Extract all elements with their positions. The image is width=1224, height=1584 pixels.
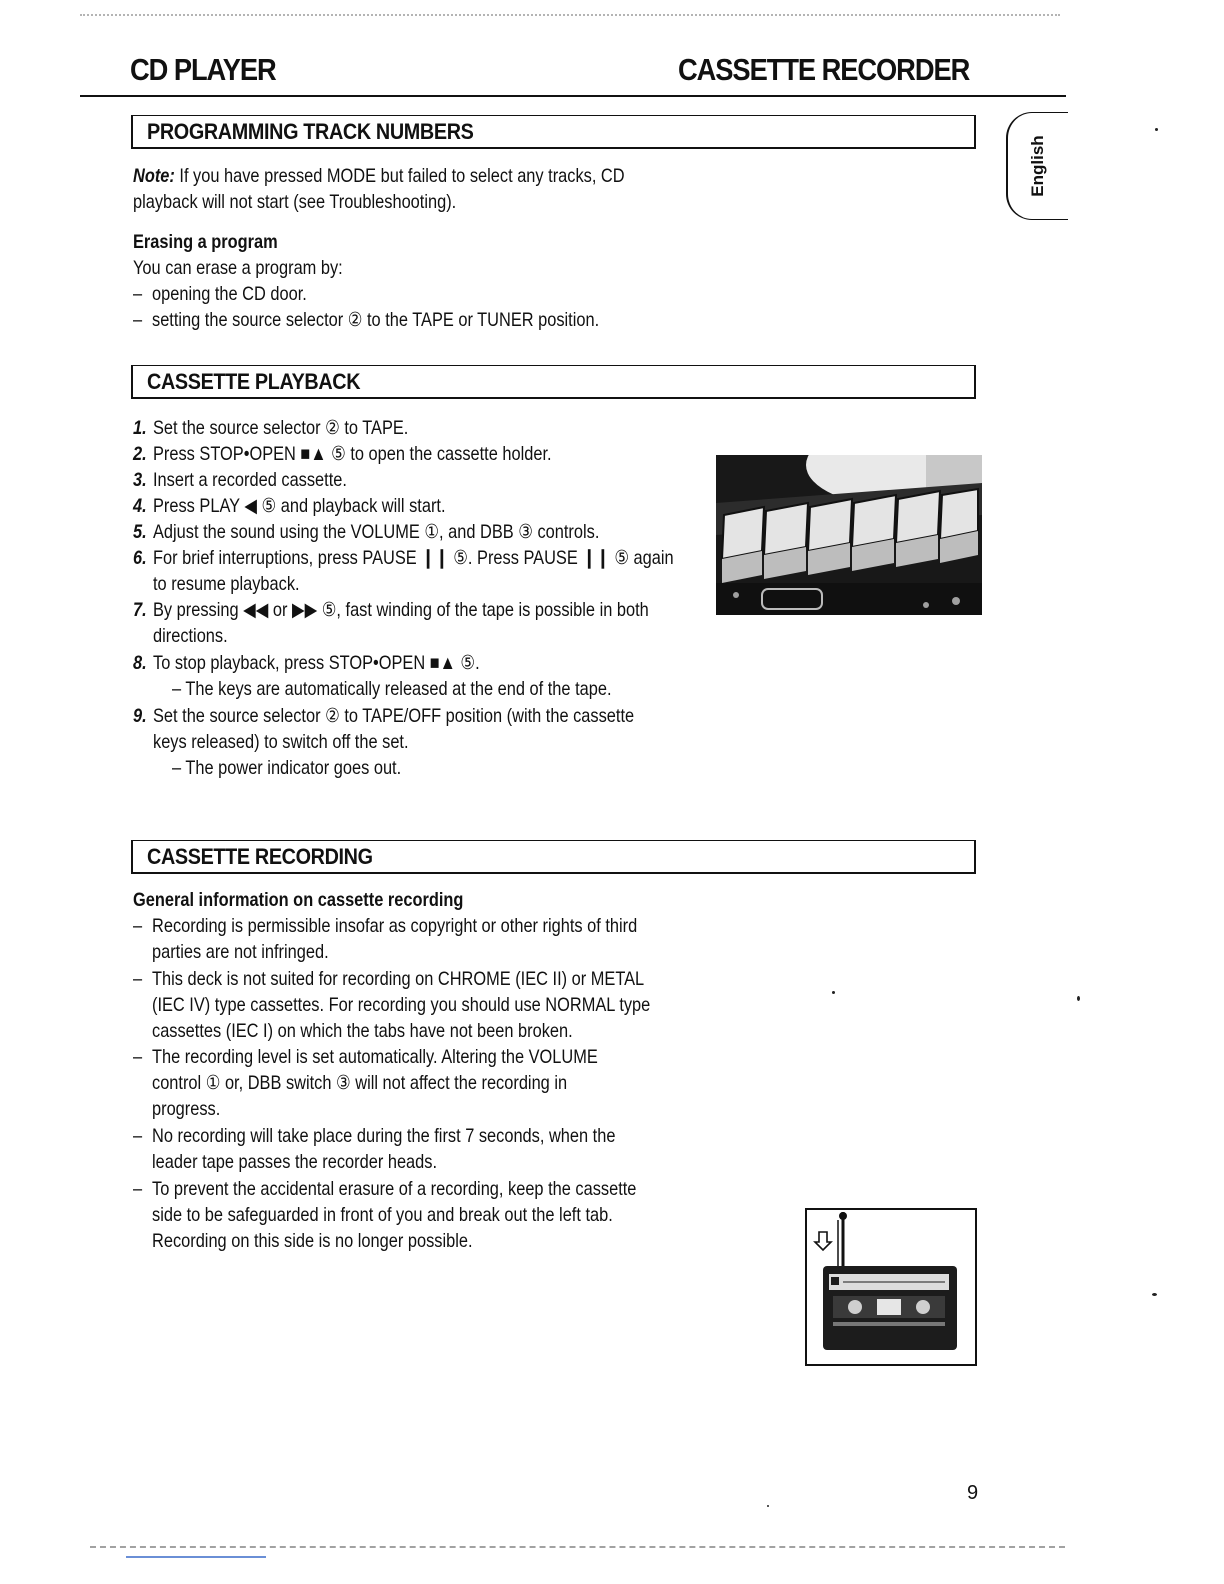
scan-artifact-bottom [90,1546,1065,1550]
section-recording-title: CASSETTE RECORDING [147,844,373,869]
section-recording-title-box [131,840,976,874]
rec-item-3-line-3: progress. [152,1098,221,1120]
rec-item-4-line-1: No recording will take place during the first 7 seconds, when the [152,1125,616,1147]
rec-item-2-line-3: cassettes (IEC I) on which the tabs have not been broken. [152,1020,573,1042]
recording-heading: General information on cassette recording [133,889,464,911]
step-3-line-1: Insert a recorded cassette. [153,469,347,491]
dash-marker: – [133,283,143,305]
erase-item-2: setting the source selector ② to the TAPE or TUNER position. [152,309,600,331]
step-6-line-2: to resume playback. [153,573,300,595]
cassette-tab-illustration [807,1210,975,1364]
scan-speck [832,991,835,994]
step-number: 3. [133,469,147,491]
dash-marker: – [133,1178,143,1200]
header-right-title: CASSETTE RECORDER [678,52,970,87]
header-left-title: CD PLAYER [130,52,276,87]
note-line-2: playback will not start (see Troubleshooting). [133,191,457,213]
dash-marker: – [133,968,143,990]
rec-item-4-line-2: leader tape passes the recorder heads. [152,1151,438,1173]
step-2-line-1: Press STOP•OPEN ■▲ ⑤ to open the cassette holder. [153,443,552,465]
step-9-line-3: – The power indicator goes out. [172,757,402,779]
scan-blue-mark [126,1556,266,1558]
scan-speck [1155,128,1158,131]
step-number: 4. [133,495,147,517]
rec-item-3-line-2: control ① or, DBB switch ③ will not affect the recording in [152,1072,568,1094]
step-9-line-2: keys released) to switch off the set. [153,731,409,753]
step-number: 5. [133,521,147,543]
rec-item-5-line-2: side to be safeguarded in front of you and break out the left tab. [152,1204,613,1226]
erase-item-1: opening the CD door. [152,283,307,305]
dash-marker: – [133,309,143,331]
down-arrow-icon [815,1232,831,1250]
scan-speck [1152,1293,1157,1296]
step-number: 1. [133,417,147,439]
language-tab [1006,112,1068,220]
cassette-tab-figure [805,1208,977,1366]
step-4-line-1: Press PLAY ◀ ⑤ and playback will start. [153,495,446,517]
rec-item-3-line-1: The recording level is set automatically. Altering the VOLUME [152,1046,598,1068]
header-rule [80,95,1066,97]
step-1-line-1: Set the source selector ② to TAPE. [153,417,409,439]
section-programming-title: PROGRAMMING TRACK NUMBERS [147,119,474,144]
note-label: Note: [133,165,175,187]
step-number: 8. [133,652,147,674]
step-9-line-1: Set the source selector ② to TAPE/OFF position (with the cassette [153,705,635,727]
rec-item-2-line-1: This deck is not suited for recording on CHROME (IEC II) or METAL [152,968,645,990]
step-6-line-1: For brief interruptions, press PAUSE ❙❙ ⑤. Press PAUSE ❙❙ ⑤ again [153,547,674,569]
language-tab-label: English [1028,135,1047,197]
scan-speck [767,1505,769,1507]
step-number: 6. [133,547,147,569]
step-7-line-2: directions. [153,625,228,647]
cassette-keys-illustration [716,455,982,615]
note-line-1 [133,163,625,189]
section-playback-title: CASSETTE PLAYBACK [147,369,361,394]
rec-item-5-line-1: To prevent the accidental erasure of a recording, keep the cassette [152,1178,637,1200]
dash-marker: – [133,1046,143,1068]
rec-item-2-line-2: (IEC IV) type cassettes. For recording you should use NORMAL type [152,994,651,1016]
step-7-line-1: By pressing ◀◀ or ▶▶ ⑤, fast winding of the tape is possible in both [153,599,649,621]
rec-item-1-line-1: Recording is permissible insofar as copyright or other rights of third [152,915,638,937]
step-8-line-1: To stop playback, press STOP•OPEN ■▲ ⑤. [153,652,480,674]
erase-heading: Erasing a program [133,231,278,253]
step-number: 2. [133,443,147,465]
section-playback-title-box [131,365,976,399]
page-number: 9 [967,1482,979,1504]
step-number: 7. [133,599,147,621]
rec-item-5-line-3: Recording on this side is no longer possible. [152,1230,473,1252]
step-number: 9. [133,705,147,727]
dash-marker: – [133,915,143,937]
step-8-line-2: – The keys are automatically released at the end of the tape. [172,678,612,700]
scan-artifact-top [80,14,1060,20]
cassette-keys-photo [716,455,982,615]
section-programming-title-box [131,115,976,149]
step-5-line-1: Adjust the sound using the VOLUME ①, and DBB ③ controls. [153,521,600,543]
rec-item-1-line-2: parties are not infringed. [152,941,329,963]
note-text-1: If you have pressed MODE but failed to select any tracks, CD [174,165,625,187]
erase-intro: You can erase a program by: [133,257,343,279]
scan-speck [1077,996,1080,1001]
dash-marker: – [133,1125,143,1147]
